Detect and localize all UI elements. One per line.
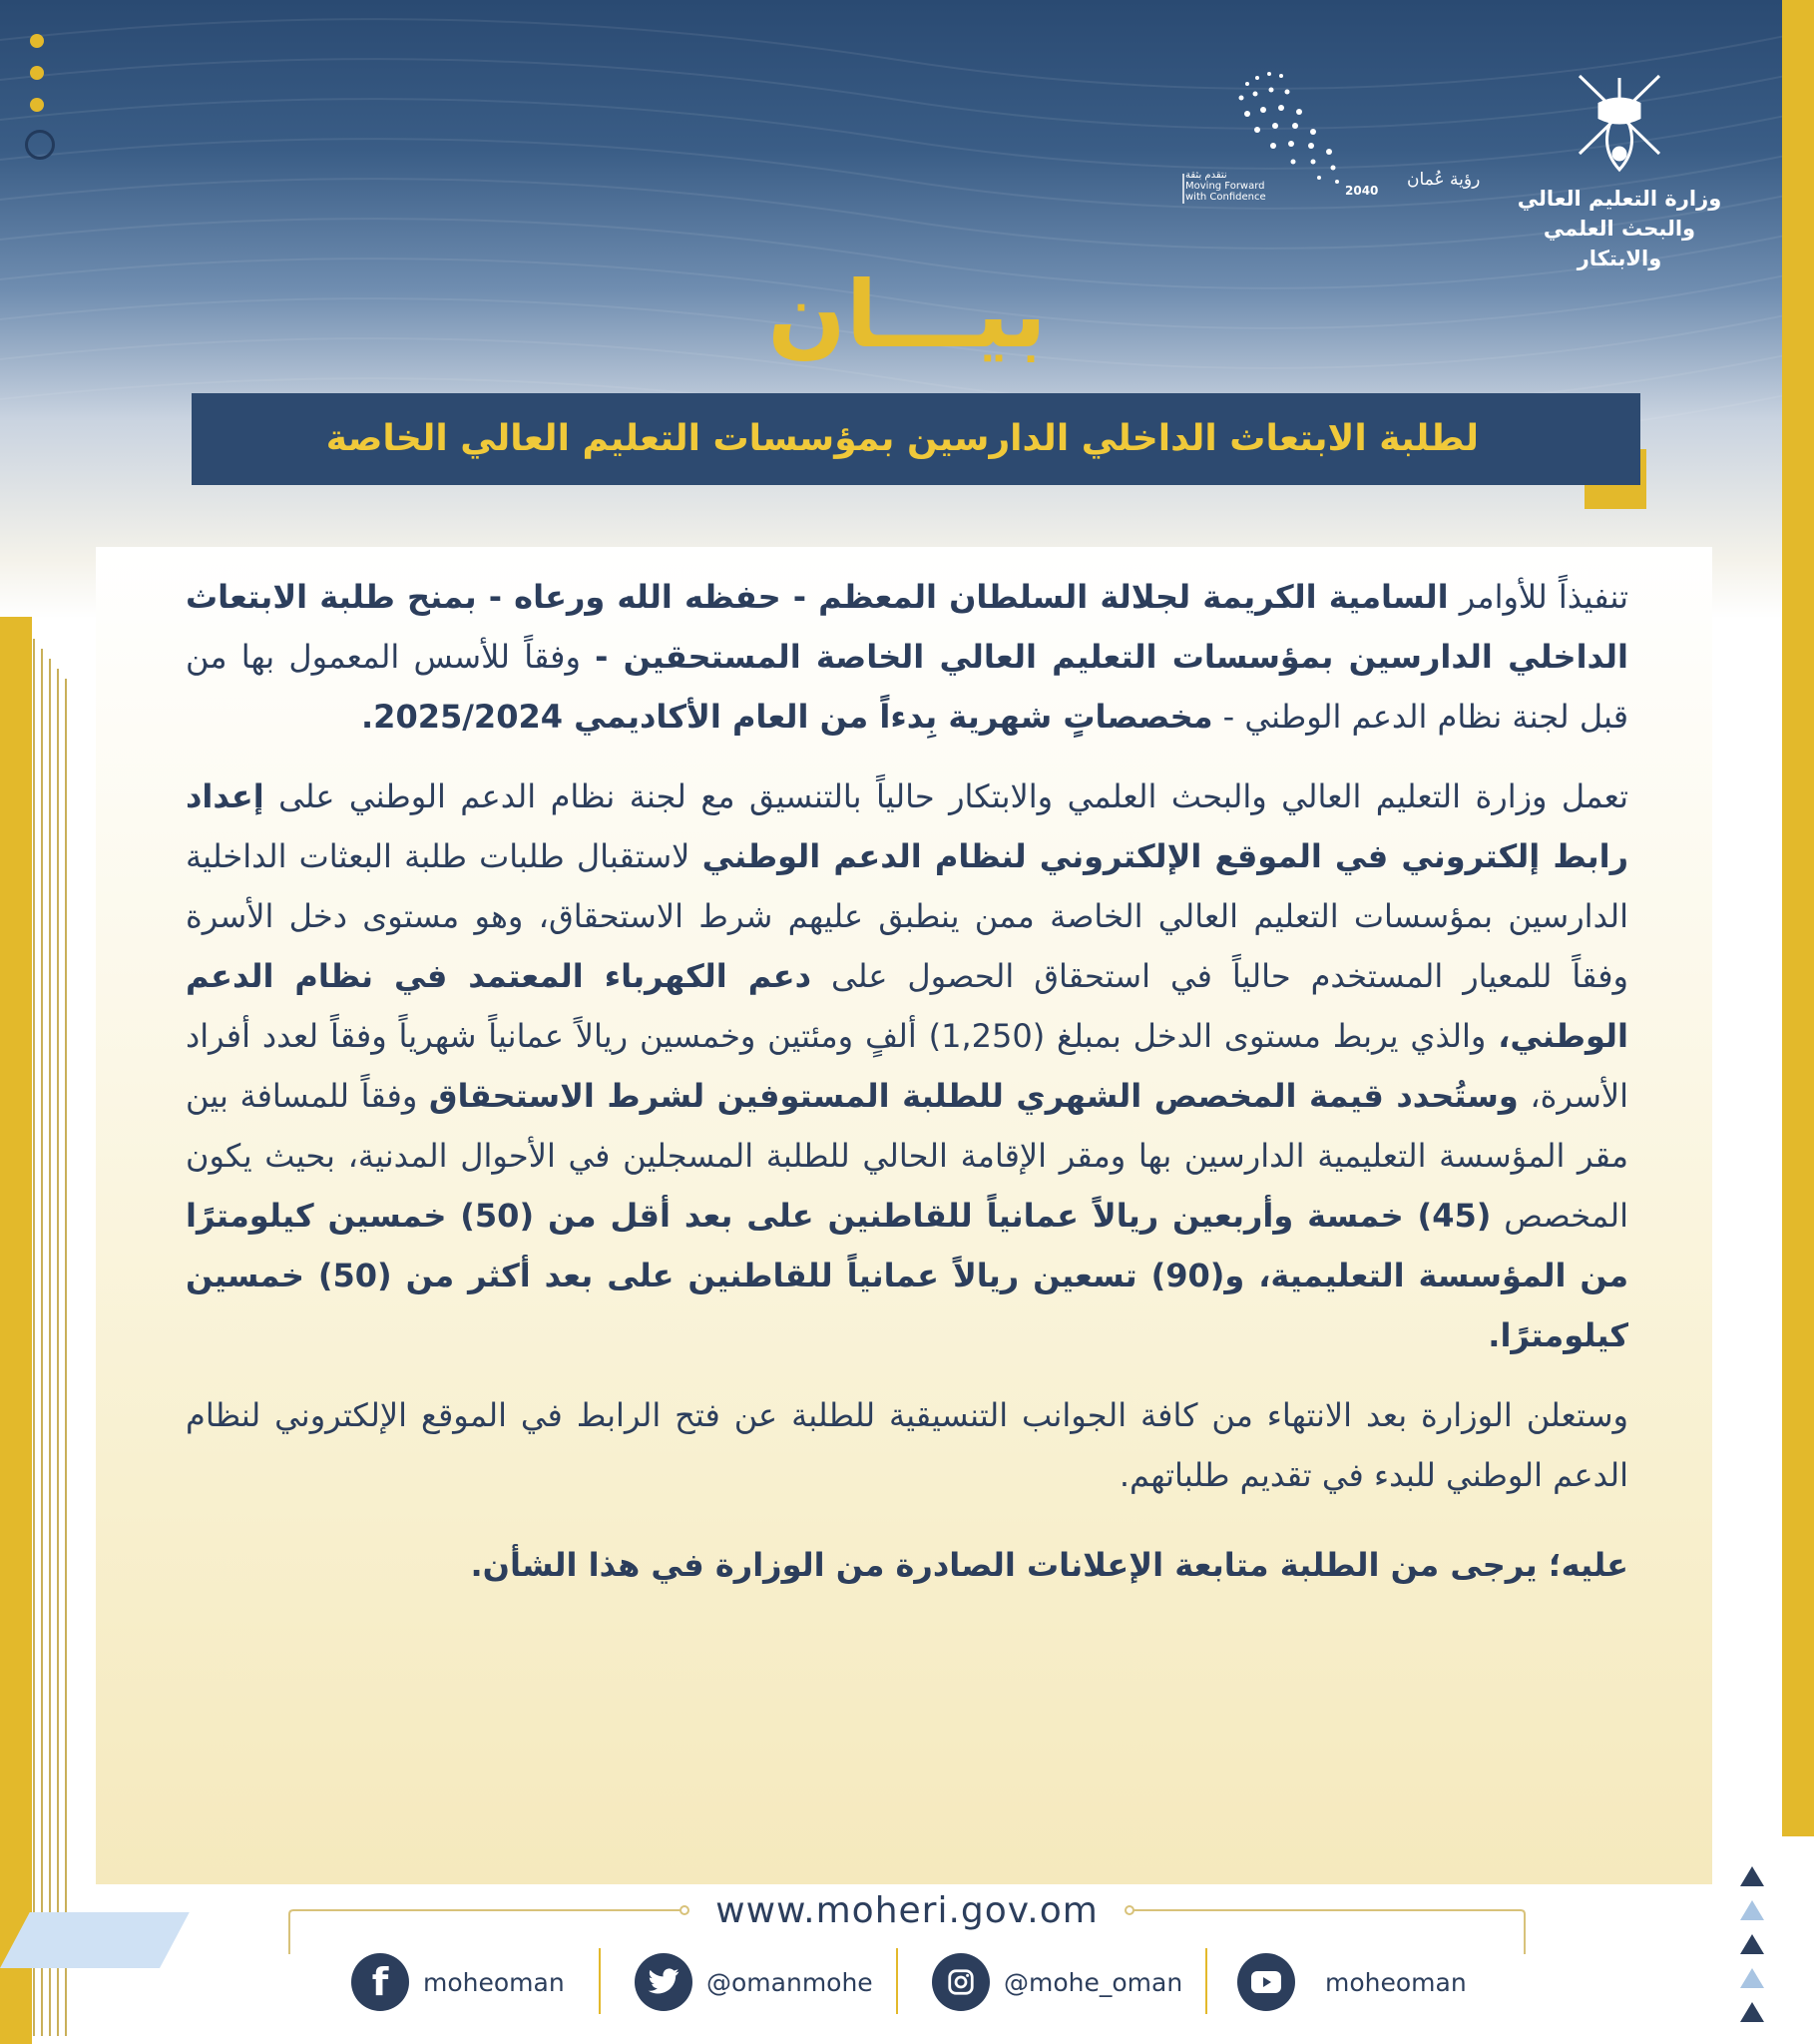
- website-link[interactable]: www.moheri.gov.om: [715, 1890, 1099, 1931]
- vision-year: 2040: [1345, 184, 1379, 198]
- vision-tagline-ar: نتقدم بثقة: [1185, 170, 1227, 181]
- twitter-handle: @omanmohe: [706, 1967, 873, 1997]
- ministry-name-line1: وزارة التعليم العالي: [1517, 187, 1722, 211]
- footer-separator: [896, 1948, 898, 2014]
- vision-tagline-en2: with Confidence: [1185, 192, 1266, 203]
- facebook-icon: f: [351, 1953, 409, 2011]
- facebook-handle: moheoman: [423, 1967, 565, 1997]
- triangle-decoration: [1740, 1968, 1764, 1988]
- youtube-link[interactable]: [1237, 1952, 1467, 2012]
- ministry-name-line2: والبحث العلمي والابتكار: [1543, 217, 1696, 270]
- vision-label: رؤية عُمان: [1407, 170, 1481, 190]
- subtitle-banner: لطلبة الابتعاث الداخلي الدارسين بمؤسسات التعليم العالي الخاصة: [192, 393, 1640, 485]
- footer-separator: [1205, 1948, 1207, 2014]
- left-line-decoration: [0, 639, 80, 2036]
- announcement-body: [186, 567, 1628, 1615]
- paragraph-3: وستعلن الوزارة بعد الانتهاء من كافة الجوانب التنسيقية للطلبة عن فتح الرابط في الموقع الإلكتروني لنظام الدعم الوطني للبدء في تقديم طلباتهم.: [186, 1396, 1628, 1494]
- paragraph-4: عليه؛ يرجى من الطلبة متابعة الإعلانات الصادرة من الوزارة في هذا الشأن.: [470, 1546, 1628, 1584]
- youtube-icon: [1237, 1953, 1295, 2011]
- facebook-link[interactable]: [351, 1952, 565, 2012]
- footer-separator: [599, 1948, 601, 2014]
- triangle-decoration: [1740, 1866, 1764, 1886]
- instagram-icon: [932, 1953, 990, 2011]
- triangle-decoration: [1740, 2002, 1764, 2022]
- vision-tagline-en1: Moving Forward: [1185, 181, 1265, 192]
- instagram-handle: @mohe_oman: [1004, 1967, 1183, 1997]
- ministry-logo: [1505, 58, 1734, 273]
- dot-decoration: [30, 34, 55, 160]
- instagram-link[interactable]: [932, 1952, 1182, 2012]
- oman-emblem-icon: [1560, 58, 1679, 178]
- triangle-decoration: [1740, 1934, 1764, 1954]
- twitter-icon: [635, 1953, 692, 2011]
- triangle-decoration: [1740, 1900, 1764, 1920]
- paragraph-1: تنفيذاً للأوامر السامية الكريمة لجلالة السلطان المعظم - حفظه الله ورعاه - بمنح طلبة الابتعاث الداخلي الدارسين بمؤسسات التعليم العالي الخاصة المستحقين - وفقاً للأسس المعمول بها من قبل لجنة نظام الدعم الوطني - مخصصاتٍ شهرية بِدءاً من العام الأكاديمي 2025/2024.: [186, 578, 1629, 736]
- youtube-handle: moheoman: [1325, 1967, 1467, 1997]
- page-title: بيـــان: [767, 261, 1047, 368]
- paragraph-2: تعمل وزارة التعليم العالي والبحث العلمي والابتكار حالياً بالتنسيق مع لجنة نظام الدعم الوطني على إعداد رابط إلكتروني في الموقع الإلكتروني لنظام الدعم الوطني لاستقبال طلبات طلبة البعثات الداخلية الدارسين بمؤسسات التعليم العالي الخاصة ممن ينطبق عليهم شرط الاستحقاق، وهو مستوى دخل الأسرة وفقاً للمعيار المستخدم حالياً في استحقاق الحصول على دعم الكهرباء المعتمد في نظام الدعم الوطني، والذي يربط مستوى الدخل بمبلغ (1,250) ألفٍ ومئتين وخمسين ريالاً عمانياً شهرياً وفقاً لعدد أفراد الأسرة، وستُحدد قيمة المخصص الشهري للطلبة المستوفين لشرط الاستحقاق وفقاً للمسافة بين مقر المؤسسة التعليمية الدارسين بها ومقر الإقامة الحالي للطلبة المسجلين في الأحوال المدنية، بحيث يكون المخصص (45) خمسة وأربعين ريالاً عمانياً للقاطنين على بعد أقل من (50) خمسين كيلومترًا من المؤسسة التعليمية، و(90) تسعين ريالاً عمانياً للقاطنين على بعد أكثر من (50) خمسين كيلومترًا.: [186, 777, 1629, 1354]
- twitter-link[interactable]: [635, 1952, 873, 2012]
- vision-tagline: [1185, 170, 1266, 203]
